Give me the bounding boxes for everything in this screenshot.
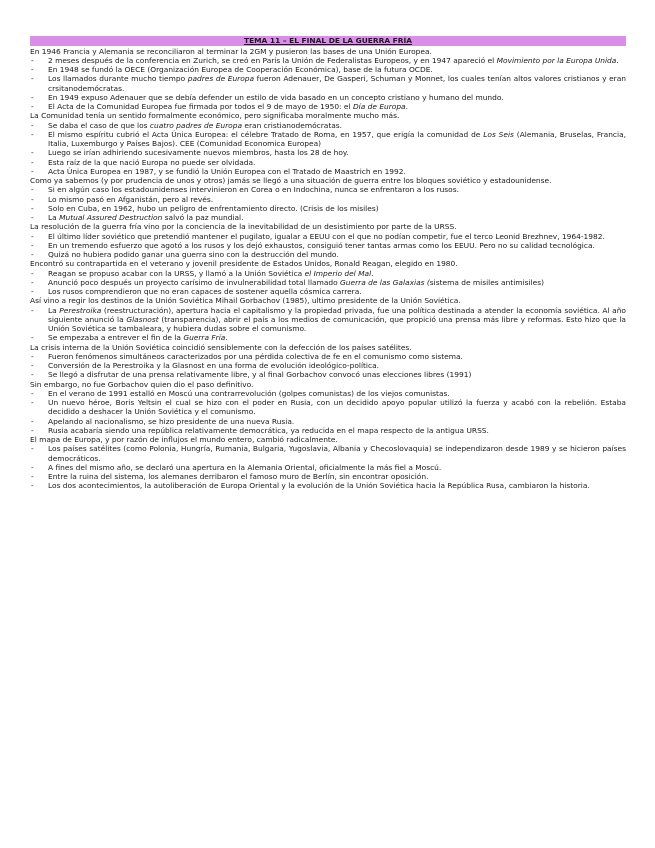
bullet-item <box>30 121 626 130</box>
bullet-item <box>30 213 626 222</box>
text-run: La <box>48 305 60 315</box>
text-run: El mapa de Europa, y por razón de influjos el mundo entero, cambió radicalmente. <box>30 435 338 444</box>
bullet-item <box>30 472 626 481</box>
text-run: (transparencia), abrir el país a los medios de comunicación, que propició una prensa más libre y reformas. Esto hizo que la Unión Soviética se tambaleara, y hubiera dudas sobre el comunismo. <box>48 314 626 333</box>
text-run: . <box>225 333 228 343</box>
italic-text: padres de Europa <box>187 74 255 84</box>
bullet-item <box>30 389 626 398</box>
text-run: La crisis interna de la Unión Soviética coincidió sensiblemente con la defección de los países satélites. <box>30 342 412 352</box>
bullet-item <box>30 102 626 111</box>
bullet-item <box>30 167 626 176</box>
italic-text: Los Seis <box>483 129 514 139</box>
text-run: Los rusos comprendieron que no eran capaces de sostener aquella cósmica carrera. <box>48 287 362 296</box>
text-run: Reagan se propuso acabar con la URSS, y llamó a la Unión Soviética <box>48 268 305 278</box>
italic-text: cuatro padres de Europa <box>149 120 243 130</box>
text-run: (reestructuración), apertura hacia el capitalismo y la propiedad privada, fue una política destinada a atender la economía soviética. Al año siguiente anunció la <box>48 305 626 324</box>
text-run: Anunció poco después un proyecto carísimo de invulnerabilidad total llamado <box>48 277 341 287</box>
bullet-item <box>30 65 626 74</box>
paragraph <box>30 343 626 352</box>
text-run: Apelando al nacionalismo, se hizo presidente de una nueva Rusia. <box>48 416 295 426</box>
text-run: El mismo espíritu cubrió el Acta Única Europea: el célebre Tratado de Roma, en 1957, que erigía la comunidad de <box>48 129 484 139</box>
text-run: En el verano de 1991 estalló en Moscú una contrarrevolución (golpes comunistas) de los viejos comunistas. <box>48 388 450 398</box>
paragraph <box>30 296 626 305</box>
bullet-item <box>30 417 626 426</box>
text-run: Sin embargo, no fue Gorbachov quien dio el paso definitivo. <box>30 379 254 389</box>
bullet-item <box>30 463 626 472</box>
text-run: En 1948 se fundó la OECE (Organización Europea de Cooperación Económica), base de la futura OCDE. <box>48 65 433 74</box>
italic-text: Glasnost <box>126 314 159 324</box>
paragraph <box>30 259 626 268</box>
bullet-item <box>30 287 626 296</box>
text-run: Solo en Cuba, en 1962, hubo un peligro de enfrentamiento directo. (Crisis de los misiles) <box>48 203 379 213</box>
text-run: En 1949 expuso Adenauer que se debía defender un estilo de vida basado en un concepto cristiano y humano del mundo. <box>48 92 504 102</box>
text-run: Así vino a regir los destinos de la Unión Soviética Mihail Gorbachov (1985), ultimo presidente de la Unión Soviética. <box>30 296 461 306</box>
text-run: Si en algún caso los estadounidenses intervinieron en Corea o en Indochina, nunca se enfrentaron a los rusos. <box>48 185 459 195</box>
bullet-item <box>30 250 626 259</box>
bullet-item <box>30 232 626 241</box>
paragraph <box>30 47 626 56</box>
text-run: salvó la paz mundial. <box>162 213 244 222</box>
italic-text: Guerra Fría <box>183 333 226 343</box>
italic-text: Perestroika <box>59 305 102 315</box>
text-run: Quizá no hubiera podido ganar una guerra sino con la destrucción del mundo. <box>48 250 339 259</box>
text-run: Acta Única Europea en 1987, y se fundió la Unión Europea con el Tratado de Maastrich en 1992. <box>48 166 406 176</box>
text-run: Los países satélites (como Polonia, Hungría, Rumania, Bulgaria, Yugoslavia, Albania y Checoslovaquia) se independizaron desde 1989 y se hicieron países democráticos. <box>48 444 626 463</box>
italic-text: Día de Europa <box>352 102 406 111</box>
text-run: Lo mismo pasó en Afganistán, pero al revés. <box>48 194 214 204</box>
bullet-item <box>30 278 626 287</box>
bullet-item <box>30 93 626 102</box>
italic-text: Guerra de las Galaxias ( <box>340 277 430 287</box>
text-run: Esta raíz de la que nació Europa no puede ser olvidada. <box>48 157 256 167</box>
bullet-item <box>30 158 626 167</box>
bullet-item <box>30 130 626 149</box>
bullet-item <box>30 398 626 417</box>
text-run: Encontró su contrapartida en el veterano y jovenil presidente de Estados Unidos, Ronald Reagan, elegido en 1980. <box>30 259 458 269</box>
bullet-item <box>30 195 626 204</box>
text-run: Se daba el caso de que los <box>48 120 150 130</box>
text-run: En un tremendo esfuerzo que agotó a los rusos y los dejó exhaustos, consiguió tener tantas armas como los EEUU. Pero no su calidad tecnológica. <box>48 240 595 250</box>
text-run: Como ya sabemos (y por prudencia de unos y otros) jamás se llegó a una situación de guerra entre los bloques soviético y estadounidense. <box>30 176 552 185</box>
paragraph <box>30 222 626 231</box>
bullet-item <box>30 361 626 370</box>
text-run: (Alemania, Bruselas, Francia, Italia, Luxemburgo y Países Bajos). CEE (Comunidad Economica Europea) <box>48 129 627 148</box>
text-run: El último líder soviético que pretendió mantener el pugilato, igualar a EEUU con el que no podían competir, fue el terco Leonid Brezhnev, 1964-1982. <box>48 231 605 241</box>
bullet-item <box>30 74 626 93</box>
bullet-item <box>30 269 626 278</box>
bullet-item <box>30 444 626 463</box>
bullet-item <box>30 56 626 65</box>
bullet-item <box>30 352 626 361</box>
text-run: Un nuevo héroe, Boris Yeltsin el cual se hizo con el poder en Rusia, con un decidido apoyo popular utilizó la fuerza y acabó con la rebelión. Estaba decidido a deshacer la Unión Soviética y el comunismo. <box>48 398 626 417</box>
italic-text: Movimiento por la Europa Unida <box>496 55 617 65</box>
text-run: . <box>371 268 374 278</box>
text-run: Los dos acontecimientos, la autoliberación de Europa Oriental y la evolución de la Unión Soviética hacia la República Rusa, cambiaron la historia. <box>48 481 590 491</box>
text-run: A fines del mismo año, se declaró una apertura en la Alemania Oriental, oficialmente la más fiel a Moscú. <box>48 462 442 472</box>
text-run: La Comunidad tenía un sentido formalmente económico, pero significaba moralmente mucho más. <box>30 111 400 121</box>
paragraph <box>30 435 626 444</box>
bullet-item <box>30 481 626 490</box>
text-run: Los llamados durante mucho tiempo <box>48 74 188 84</box>
italic-text: Mutual Assured Destruction <box>59 213 163 222</box>
text-run: . <box>616 55 619 65</box>
paragraph <box>30 111 626 120</box>
bullet-item <box>30 148 626 157</box>
bullet-item <box>30 333 626 342</box>
text-run: Rusia acabaría siendo una república relativamente democrática, ya reducida en el mapa respecto de la antigua URSS. <box>48 425 489 435</box>
text-run: Se empezaba a entrever el fin de la <box>48 333 184 343</box>
text-run: Se llegó a disfrutar de una prensa relativamente libre, y al final Gorbachov convocó unas elecciones libres (1991) <box>48 370 472 380</box>
text-run: Luego se irían adhiriendo sucesivamente nuevos miembros, hasta los 28 de hoy. <box>48 148 349 158</box>
document-body <box>30 36 626 491</box>
bullet-item <box>30 204 626 213</box>
bullet-item <box>30 306 626 334</box>
bullet-item <box>30 185 626 194</box>
text-run: Entre la ruina del sistema, los alemanes derribaron el famoso muro de Berlín, sin encontrar oposición. <box>48 472 429 481</box>
text-run: La <box>48 213 60 222</box>
document-title: TEMA 11 – EL FINAL DE LA GUERRA FRÍA <box>30 36 626 46</box>
paragraph <box>30 380 626 389</box>
text-run: . <box>405 102 408 111</box>
paragraph <box>30 176 626 185</box>
text-run: eran cristianodemócratas. <box>242 120 343 130</box>
text-run: 2 meses después de la conferencia en Zurich, se creó en París la Unión de Federalistas Europeos, y en 1947 apareció el <box>48 55 497 65</box>
text-run: El Acta de la Comunidad Europea fue firmada por todos el 9 de mayo de 1950: el <box>48 102 353 111</box>
text-run: La resolución de la guerra fría vino por la conciencia de la inevitabilidad de un desistimiento por parte de la URSS. <box>30 222 457 232</box>
italic-text: el Imperio del Mal <box>304 268 372 278</box>
bullet-item <box>30 426 626 435</box>
text-run: sistema de misiles antimisiles) <box>429 277 544 287</box>
text-run: Conversión de la Perestroika y la Glasnost en una forma de evolución ideológico-política. <box>48 361 380 370</box>
bullet-item <box>30 370 626 379</box>
bullet-item <box>30 241 626 250</box>
document-content <box>30 47 626 491</box>
text-run: En 1946 Francia y Alemania se reconciliaron al terminar la 2GM y pusieron las bases de una Unión Europea. <box>30 46 432 56</box>
text-run: fueron Adenauer, De Gasperi, Schuman y Monnet, los cuales tenían altos valores cristianos y eran crsitanodemócratas. <box>48 74 626 93</box>
text-run: Fueron fenómenos simultáneos caracterizados por una pérdida colectiva de fe en el comunismo como sistema. <box>48 351 463 361</box>
